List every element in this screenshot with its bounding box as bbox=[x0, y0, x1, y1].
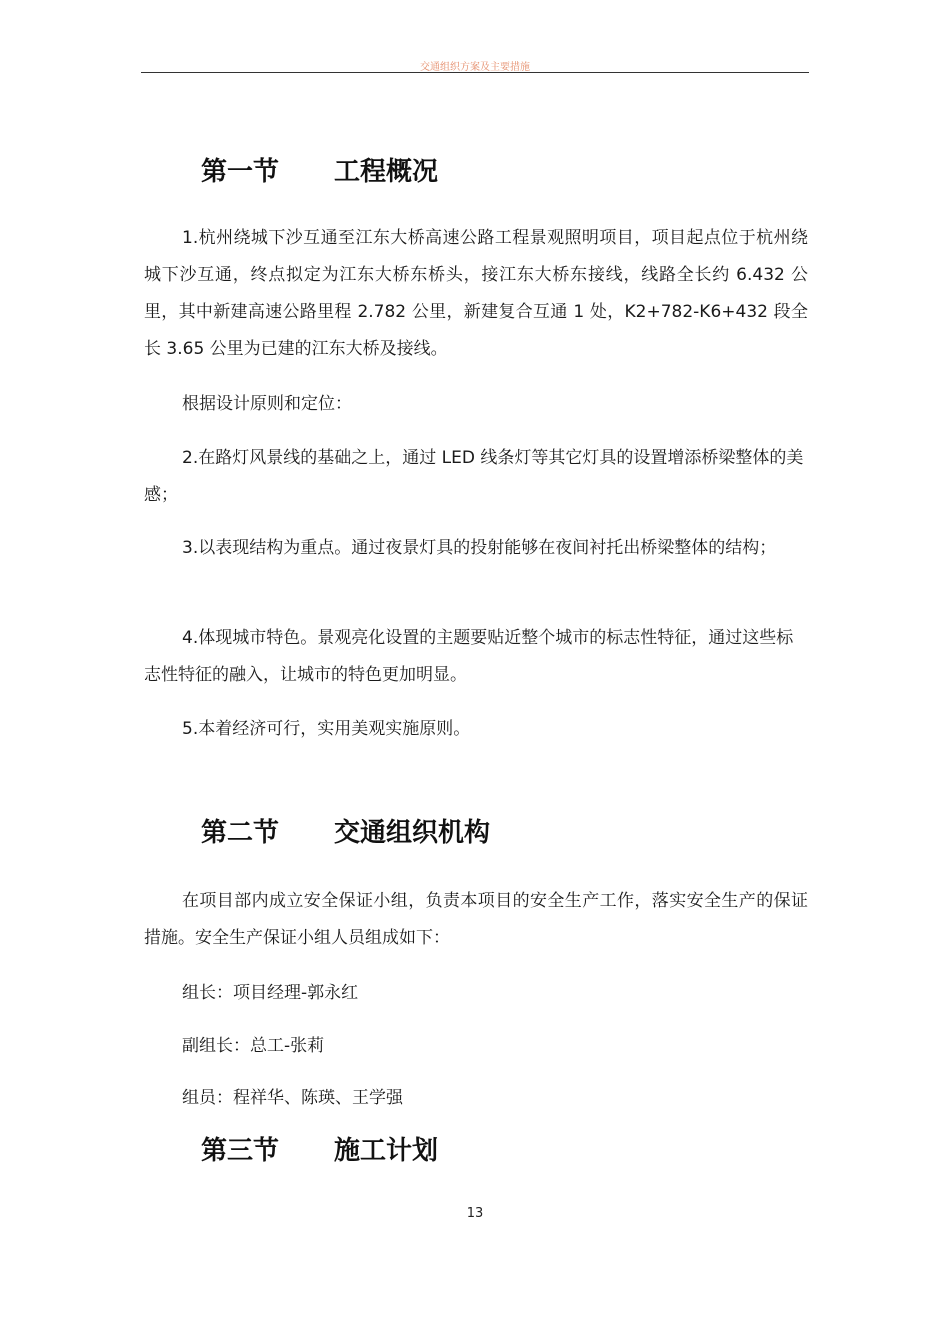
deputy-leader-line: 副组长：总工-张莉 bbox=[182, 1036, 325, 1056]
section-heading-3 bbox=[201, 1136, 438, 1166]
organization-paragraph: 在项目部内成立安全保证小组，负责本项目的安全生产工作，落实安全生产的保证措施。安全生产保证小组人员组成如下： bbox=[144, 891, 808, 948]
group-leader-line: 组长：项目经理-郭永红 bbox=[182, 983, 359, 1003]
overview-paragraph-4: 4.体现城市特色。景观亮化设置的主题要贴近整个城市的标志性特征，通过这些标志性特征的融入，让城市的特色更加明显。 bbox=[144, 628, 794, 685]
section-number: 第三节 bbox=[201, 1136, 280, 1166]
overview-paragraph-3: 3.以表现结构为重点。通过夜景灯具的投射能够在夜间衬托出桥梁整体的结构； bbox=[182, 538, 777, 558]
group-members-line: 组员：程祥华、陈瑛、王学强 bbox=[182, 1088, 403, 1108]
overview-paragraph-5: 5.本着经济可行，实用美观实施原则。 bbox=[182, 719, 471, 739]
section-heading-1 bbox=[201, 157, 438, 187]
section-title: 施工计划 bbox=[334, 1136, 439, 1166]
overview-paragraph-1: 1.杭州绕城下沙互通至江东大桥高速公路工程景观照明项目，项目起点位于杭州绕城下沙互通，终点拟定为江东大桥东桥头，接江东大桥东接线，线路全长约 6.432 公里，其中新建高速公路里程 2.782 公里，新建复合互通 1 处，K2+782-K6+432 段全长 3.65 公里为已建的江东大桥及接线。 bbox=[144, 228, 808, 359]
section-title: 交通组织机构 bbox=[334, 818, 491, 848]
running-header: 交通组织方案及主要措施 bbox=[420, 62, 530, 73]
section-number: 第二节 bbox=[201, 818, 280, 848]
overview-paragraph-2: 2.在路灯风景线的基础之上，通过 LED 线条灯等其它灯具的设置增添桥梁整体的美感； bbox=[144, 448, 804, 505]
section-number: 第一节 bbox=[201, 157, 280, 187]
page-number: 13 bbox=[466, 1206, 484, 1221]
header-rule bbox=[141, 72, 809, 73]
overview-intro: 根据设计原则和定位： bbox=[182, 394, 352, 414]
section-heading-2 bbox=[201, 818, 490, 848]
section-title: 工程概况 bbox=[334, 157, 439, 187]
